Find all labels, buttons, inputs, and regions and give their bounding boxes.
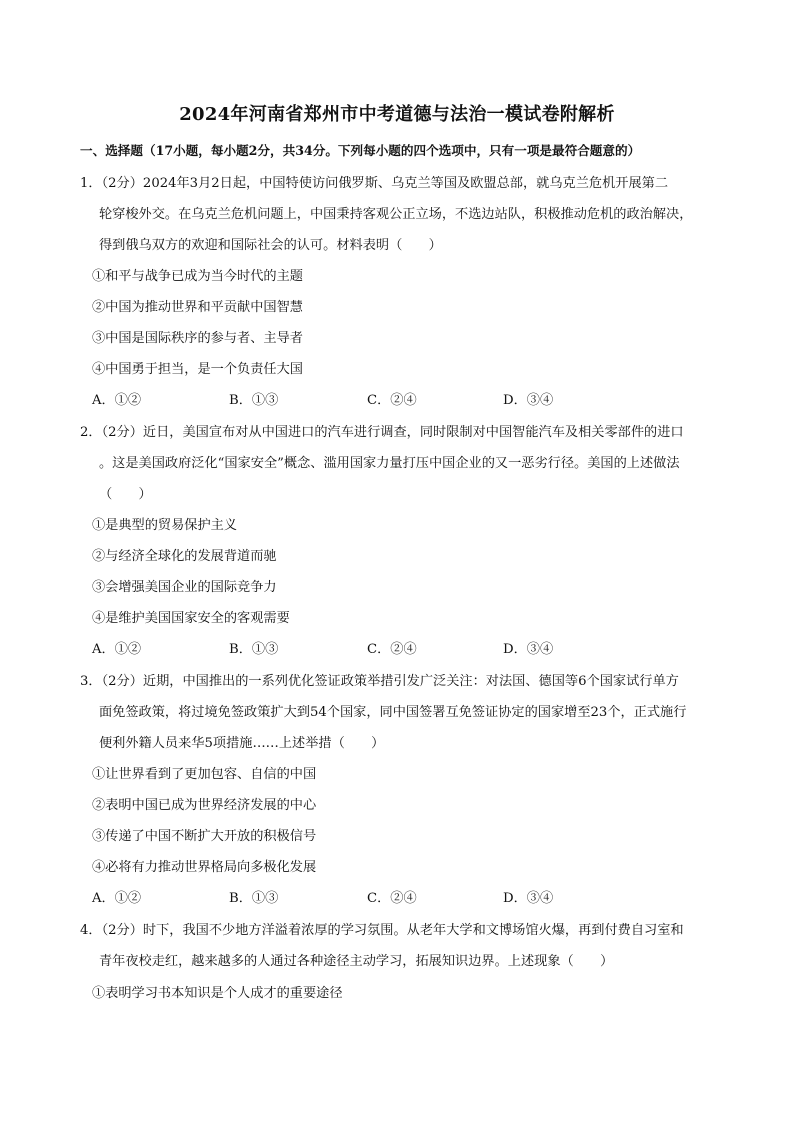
question-text-line: （ ）	[99, 487, 152, 502]
question-text-line: 青年夜校走红，越来越多的人通过各种途径主动学习，拓展知识边界。上述现象（ ）	[99, 954, 614, 969]
question-text-line: 4．（2分）时下，我国不少地方洋溢着浓厚的学习氛围。从老年大学和文博场馆火爆，再到付费自习室和	[80, 923, 684, 938]
statement-option: ③中国是国际秩序的参与者、主导者	[92, 331, 303, 346]
question-text-line: 3．（2分）近期，中国推出的一系列优化签证政策举措引发广泛关注：对法国、德国等6个国家试行单方	[80, 674, 679, 689]
question-text-line: 轮穿梭外交。在乌克兰危机问题上，中国秉持客观公正立场，不选边站队，积极推动危机的政治解决，	[99, 207, 693, 222]
statement-option: ③传递了中国不断扩大开放的积极信号	[92, 829, 317, 844]
statement-option: ④是维护美国国家安全的客观需要	[92, 611, 290, 626]
question-text-line: 1．（2分）2024年3月2日起，中国特使访问俄罗斯、乌克兰等国及欧盟总部，就乌克兰危机开展第二	[80, 176, 669, 191]
statement-option: ①让世界看到了更加包容、自信的中国	[92, 767, 317, 782]
question-text-line: 2．（2分）近日，美国宣布对从中国进口的汽车进行调查，同时限制对中国智能汽车及相关零部件的进口	[80, 425, 684, 440]
question-text-line: 面免签政策，将过境免签政策扩大到54个国家，同中国签署互免签证协定的国家增至23个，正式施行	[99, 705, 687, 720]
choice-d: D．③④	[503, 642, 554, 657]
statement-option: ②表明中国已成为世界经济发展的中心	[92, 798, 317, 813]
choice-b: B．①③	[229, 393, 279, 408]
choice-c: C．②④	[367, 393, 417, 408]
statement-option: ③会增强美国企业的国际竞争力	[92, 580, 277, 595]
statement-option: ①表明学习书本知识是个人成才的重要途径	[92, 986, 343, 1001]
section-heading: 一、选择题（17小题，每小题2分，共34分。下列每小题的四个选项中，只有一项是最符合题意的）	[80, 143, 641, 158]
choice-d: D．③④	[503, 393, 554, 408]
choice-b: B．①③	[229, 891, 279, 906]
statement-option: ④必将有力推动世界格局向多极化发展	[92, 860, 317, 875]
choice-c: C．②④	[367, 891, 417, 906]
statement-option: ④中国勇于担当，是一个负责任大国	[92, 362, 303, 377]
statement-option: ②中国为推动世界和平贡献中国智慧	[92, 300, 303, 315]
choice-a: A．①②	[92, 642, 142, 657]
choice-a: A．①②	[92, 393, 142, 408]
question-text-line: 便利外籍人员来华5项措施……上述举措（ ）	[99, 736, 385, 751]
statement-option: ①和平与战争已成为当今时代的主题	[92, 269, 303, 284]
document-title: 2024年河南省郑州市中考道德与法治一模试卷附解析	[179, 104, 615, 125]
choice-d: D．③④	[503, 891, 554, 906]
statement-option: ①是典型的贸易保护主义	[92, 518, 238, 533]
choice-c: C．②④	[367, 642, 417, 657]
statement-option: ②与经济全球化的发展背道而驰	[92, 549, 277, 564]
choice-b: B．①③	[229, 642, 279, 657]
question-text-line: 。这是美国政府泛化“国家安全”概念、滥用国家力量打压中国企业的又一恶劣行径。美国的上述做法	[99, 456, 680, 471]
choice-a: A．①②	[92, 891, 142, 906]
question-text-line: 得到俄乌双方的欢迎和国际社会的认可。材料表明（ ）	[99, 238, 442, 253]
